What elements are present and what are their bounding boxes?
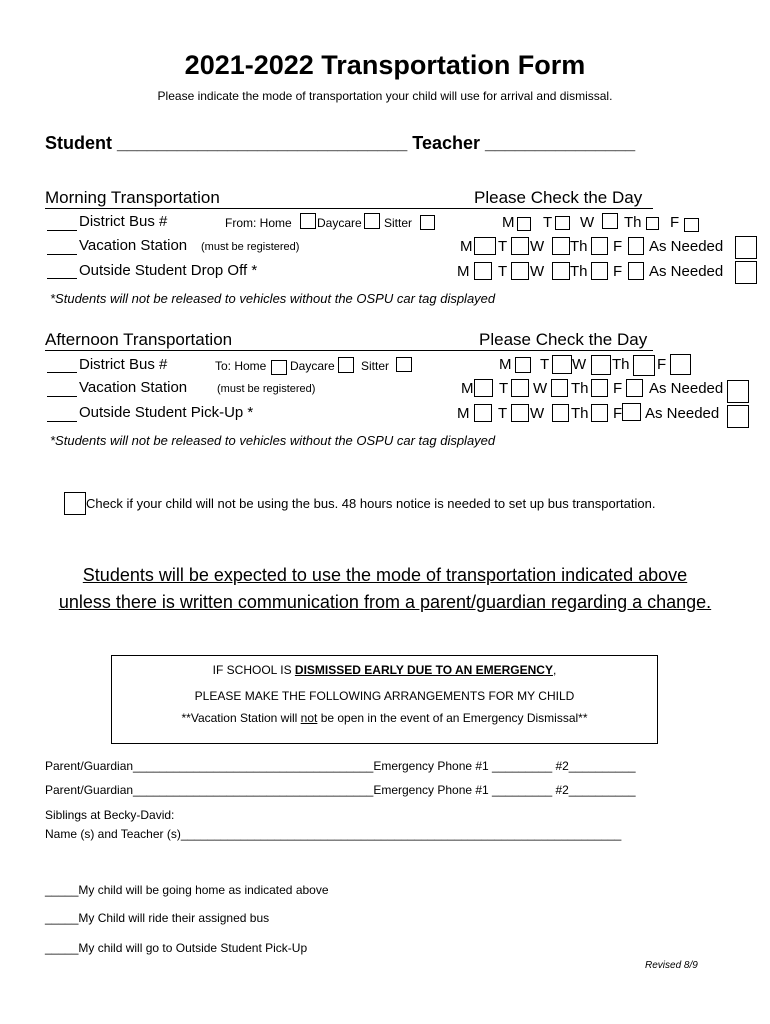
student-teacher-line[interactable]: Student _____________________________ Teacher _______________ xyxy=(45,133,636,153)
afternoon-heading-underline xyxy=(45,350,653,351)
afternoon-r2-m-checkbox[interactable] xyxy=(474,379,493,397)
morning-dropoff-label: Outside Student Drop Off * xyxy=(79,262,258,279)
emergency-line-3-pre: **Vacation Station will xyxy=(181,711,301,725)
morning-r3-th-checkbox[interactable] xyxy=(591,262,608,280)
morning-r2-t-label: T xyxy=(498,238,508,255)
morning-r3-f-label: F xyxy=(613,263,623,280)
morning-r2-m-checkbox[interactable] xyxy=(474,237,496,255)
afternoon-bus-label: District Bus # xyxy=(79,356,168,373)
afternoon-r2-w-checkbox[interactable] xyxy=(551,379,568,397)
morning-r2-f-checkbox[interactable] xyxy=(628,237,644,255)
afternoon-r2-f-checkbox[interactable] xyxy=(626,379,643,397)
emergency-box xyxy=(111,655,658,744)
afternoon-r3-m-label: M xyxy=(457,405,470,422)
emergency-line-2: PLEASE MAKE THE FOLLOWING ARRANGEMENTS FOR MY CHILD xyxy=(194,689,575,703)
morning-sitter-label: Sitter xyxy=(384,216,413,230)
afternoon-sitter-label: Sitter xyxy=(361,359,390,373)
afternoon-r1-f-checkbox[interactable] xyxy=(670,354,691,375)
afternoon-note: *Students will not be released to vehicles without the OSPU car tag displayed xyxy=(50,433,496,448)
morning-r1-th-checkbox[interactable] xyxy=(646,217,659,230)
morning-r3-m-label: M xyxy=(457,263,470,280)
morning-r1-f-checkbox[interactable] xyxy=(684,218,699,232)
afternoon-r2-w-label: W xyxy=(533,380,548,397)
morning-note: *Students will not be released to vehicles without the OSPU car tag displayed xyxy=(50,291,496,306)
morning-r3-as-needed-checkbox[interactable] xyxy=(735,261,757,284)
morning-sitter-checkbox[interactable] xyxy=(420,215,435,230)
afternoon-r1-w-label: W xyxy=(572,356,587,373)
afternoon-r3-f-checkbox[interactable] xyxy=(622,403,641,421)
afternoon-bus-blank[interactable] xyxy=(47,372,77,373)
morning-r1-m-label: M xyxy=(502,214,515,231)
morning-r2-t-checkbox[interactable] xyxy=(511,237,529,255)
morning-r3-m-checkbox[interactable] xyxy=(474,262,492,280)
afternoon-bus-to: To: Home xyxy=(215,359,267,373)
morning-daycare-label: Daycare xyxy=(317,216,362,230)
morning-r1-f-label: F xyxy=(670,214,680,231)
emergency-line-1-pre: IF SCHOOL IS xyxy=(212,663,295,677)
morning-r1-t-checkbox[interactable] xyxy=(555,216,570,230)
afternoon-r1-t-checkbox[interactable] xyxy=(552,355,572,374)
afternoon-r3-th-label: Th xyxy=(571,405,589,422)
morning-heading-underline xyxy=(45,208,653,209)
morning-r2-w-checkbox[interactable] xyxy=(552,237,570,255)
morning-r3-th-label: Th xyxy=(570,263,588,280)
morning-r1-th-label: Th xyxy=(624,214,642,231)
morning-r2-w-label: W xyxy=(530,238,545,255)
afternoon-r3-as-needed-checkbox[interactable] xyxy=(727,405,749,428)
morning-r2-m-label: M xyxy=(460,238,473,255)
revised-note: Revised 8/9 xyxy=(645,960,698,971)
morning-r2-as-needed-checkbox[interactable] xyxy=(735,236,757,259)
morning-check-day: Please Check the Day xyxy=(474,188,643,207)
afternoon-r2-as-needed: As Needed xyxy=(649,380,724,397)
emergency-line-3-not: not xyxy=(300,711,318,725)
morning-vacation-label: Vacation Station xyxy=(79,237,188,254)
afternoon-daycare-label: Daycare xyxy=(290,359,335,373)
afternoon-r3-th-checkbox[interactable] xyxy=(591,404,608,422)
morning-bus-label: District Bus # xyxy=(79,213,168,230)
option-outside-pickup[interactable]: _____My child will go to Outside Student Pick-Up xyxy=(45,941,308,955)
morning-r3-w-checkbox[interactable] xyxy=(552,262,570,280)
afternoon-pickup-blank[interactable] xyxy=(47,421,77,422)
afternoon-vacation-label: Vacation Station xyxy=(79,379,188,396)
morning-bus-blank[interactable] xyxy=(47,230,77,231)
afternoon-r2-th-label: Th xyxy=(571,380,589,397)
morning-r2-as-needed: As Needed xyxy=(649,238,724,255)
afternoon-r3-t-checkbox[interactable] xyxy=(511,404,529,422)
morning-r3-t-label: T xyxy=(498,263,508,280)
afternoon-pickup-label: Outside Student Pick-Up * xyxy=(79,404,254,421)
morning-r1-t-label: T xyxy=(543,214,553,231)
afternoon-r2-t-checkbox[interactable] xyxy=(511,379,529,397)
afternoon-r1-th-checkbox[interactable] xyxy=(633,355,655,376)
morning-heading: Morning Transportation xyxy=(45,188,220,207)
morning-r2-f-label: F xyxy=(613,238,623,255)
morning-dropoff-blank[interactable] xyxy=(47,278,77,279)
morning-r1-w-label: W xyxy=(580,214,595,231)
afternoon-daycare-checkbox[interactable] xyxy=(338,357,354,373)
morning-home-checkbox[interactable] xyxy=(300,213,316,229)
afternoon-r2-m-label: M xyxy=(461,380,474,397)
morning-r2-th-label: Th xyxy=(570,238,588,255)
siblings-names-line[interactable]: Name (s) and Teacher (s)__________________________________________________________________ xyxy=(45,827,622,841)
afternoon-r1-t-label: T xyxy=(540,356,550,373)
afternoon-heading: Afternoon Transportation xyxy=(45,330,233,349)
afternoon-must-registered: (must be registered) xyxy=(217,383,316,395)
afternoon-r3-m-checkbox[interactable] xyxy=(474,404,492,422)
afternoon-r3-w-label: W xyxy=(530,405,545,422)
afternoon-r1-w-checkbox[interactable] xyxy=(591,355,611,375)
emergency-line-1-bold: DISMISSED EARLY DUE TO AN EMERGENCY xyxy=(294,663,553,677)
option-going-home[interactable]: _____My child will be going home as indicated above xyxy=(45,883,329,897)
emergency-line-1-post: , xyxy=(552,663,557,677)
afternoon-check-day: Please Check the Day xyxy=(479,330,648,349)
morning-vacation-blank[interactable] xyxy=(47,254,77,255)
morning-r1-w-checkbox[interactable] xyxy=(602,213,618,229)
afternoon-r1-m-checkbox[interactable] xyxy=(515,357,531,373)
afternoon-r1-f-label: F xyxy=(657,356,667,373)
option-assigned-bus[interactable]: _____My Child will ride their assigned bus xyxy=(45,911,270,925)
afternoon-r3-w-checkbox[interactable] xyxy=(552,404,569,422)
morning-bus-from: From: Home xyxy=(225,216,292,230)
expectation-line-1: Students will be expected to use the mode of transportation indicated above xyxy=(82,565,688,585)
emergency-line-3-post: be open in the event of an Emergency Dismissal** xyxy=(317,711,588,725)
afternoon-r3-as-needed: As Needed xyxy=(645,405,720,422)
morning-r3-as-needed: As Needed xyxy=(649,263,724,280)
morning-daycare-checkbox[interactable] xyxy=(364,213,380,229)
afternoon-r1-th-label: Th xyxy=(612,356,630,373)
afternoon-r1-m-label: M xyxy=(499,356,512,373)
expectation-line-2: unless there is written communication from a parent/guardian regarding a change. xyxy=(58,592,712,612)
afternoon-home-checkbox[interactable] xyxy=(271,360,287,375)
afternoon-r2-as-needed-checkbox[interactable] xyxy=(727,380,749,403)
no-bus-checkbox[interactable] xyxy=(64,492,86,515)
page-subtitle: Please indicate the mode of transportation your child will use for arrival and dismissal. xyxy=(157,89,613,103)
morning-r3-t-checkbox[interactable] xyxy=(511,262,529,280)
emergency-line-3 xyxy=(112,711,657,725)
afternoon-r2-th-checkbox[interactable] xyxy=(591,379,608,397)
parent-guardian-line-2[interactable]: Parent/Guardian____________________________________Emergency Phone #1 _________ #2__________ xyxy=(45,783,636,797)
afternoon-r3-t-label: T xyxy=(498,405,508,422)
afternoon-sitter-checkbox[interactable] xyxy=(396,357,412,372)
siblings-label: Siblings at Becky-David: xyxy=(45,808,175,822)
morning-r2-th-checkbox[interactable] xyxy=(591,237,608,255)
afternoon-r3-f-label: F xyxy=(613,405,623,422)
morning-must-registered: (must be registered) xyxy=(201,241,300,253)
afternoon-r2-t-label: T xyxy=(499,380,509,397)
parent-guardian-line-1[interactable]: Parent/Guardian____________________________________Emergency Phone #1 _________ #2__________ xyxy=(45,759,636,773)
emergency-line-1 xyxy=(112,663,657,677)
no-bus-text: Check if your child will not be using the bus. 48 hours notice is needed to set up bus transportation. xyxy=(86,496,656,511)
afternoon-r2-f-label: F xyxy=(613,380,623,397)
page-title: 2021-2022 Transportation Form xyxy=(184,50,586,80)
afternoon-vacation-blank[interactable] xyxy=(47,396,77,397)
morning-r1-m-checkbox[interactable] xyxy=(517,217,531,231)
morning-r3-w-label: W xyxy=(530,263,545,280)
morning-r3-f-checkbox[interactable] xyxy=(628,262,644,280)
